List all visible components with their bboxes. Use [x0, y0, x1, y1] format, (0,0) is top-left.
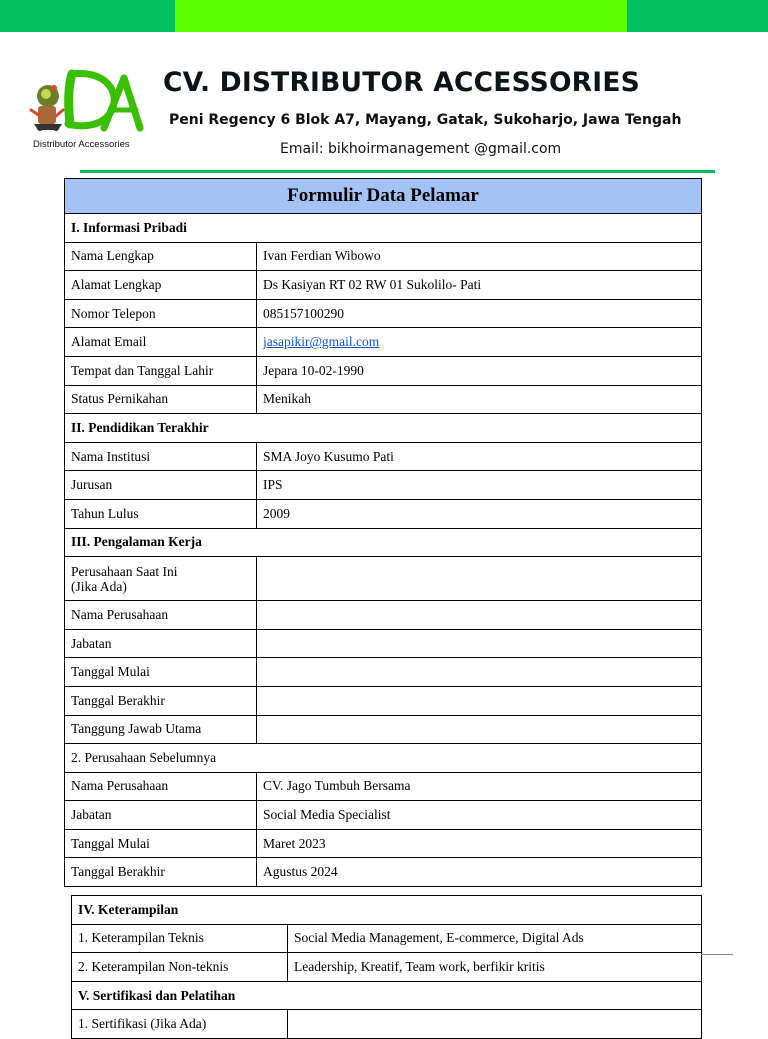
skills-table — [71, 895, 702, 1039]
field-label: Tahun Lulus — [65, 499, 257, 528]
section-heading-education: II. Pendidikan Terakhir — [65, 414, 702, 443]
header-divider — [80, 170, 715, 173]
table-row — [65, 772, 702, 801]
email-link[interactable]: jasapikir@gmail.com — [263, 334, 380, 350]
field-label: Jurusan — [65, 471, 257, 500]
top-color-bar-center — [175, 0, 627, 32]
table-row — [65, 601, 702, 630]
field-label: Nama Perusahaan — [65, 772, 257, 801]
form-title: Formulir Data Pelamar — [65, 179, 702, 214]
field-value — [257, 686, 702, 715]
current-company-label: Perusahaan Saat Ini — [71, 563, 178, 579]
field-value: Jepara 10-02-1990 — [257, 356, 702, 385]
field-value: Ivan Ferdian Wibowo — [257, 242, 702, 271]
table-row — [65, 385, 702, 414]
section-heading-certifications: V. Sertifikasi dan Pelatihan — [72, 981, 702, 1010]
field-label: Nomor Telepon — [65, 299, 257, 328]
field-label: Nama Institusi — [65, 442, 257, 471]
field-value — [257, 658, 702, 687]
field-label: Nama Perusahaan — [65, 601, 257, 630]
section-heading-experience: III. Pengalaman Kerja — [65, 528, 702, 557]
field-value: Agustus 2024 — [257, 858, 702, 887]
field-label: Tanggal Mulai — [65, 829, 257, 858]
field-label: Status Pernikahan — [65, 385, 257, 414]
field-value — [257, 557, 702, 601]
table-row — [65, 328, 702, 357]
field-value: Ds Kasiyan RT 02 RW 01 Sukolilo- Pati — [257, 271, 702, 300]
field-label: Jabatan — [65, 629, 257, 658]
field-value — [257, 328, 702, 357]
field-label: 2. Keterampilan Non-teknis — [72, 953, 288, 982]
table-row — [72, 924, 702, 953]
field-value: SMA Joyo Kusumo Pati — [257, 442, 702, 471]
field-value: Menikah — [257, 385, 702, 414]
top-color-bar — [0, 0, 768, 32]
company-email: Email: bikhoirmanagement @gmail.com — [280, 141, 562, 157]
field-label: Jabatan — [65, 801, 257, 830]
field-value — [257, 601, 702, 630]
field-label: Nama Lengkap — [65, 242, 257, 271]
table-row — [65, 629, 702, 658]
field-value: IPS — [257, 471, 702, 500]
table-row — [65, 686, 702, 715]
field-label: Tanggung Jawab Utama — [65, 715, 257, 744]
field-label: Tanggal Berakhir — [65, 858, 257, 887]
field-label: Tanggal Berakhir — [65, 686, 257, 715]
table-row — [65, 858, 702, 887]
logo-caption: Distributor Accessories — [33, 139, 130, 150]
table-row — [65, 442, 702, 471]
field-value: CV. Jago Tumbuh Bersama — [257, 772, 702, 801]
table-row — [65, 801, 702, 830]
field-value — [288, 1010, 702, 1039]
section-heading-personal: I. Informasi Pribadi — [65, 214, 702, 243]
table-row — [65, 299, 702, 328]
table-row — [65, 271, 702, 300]
field-value — [257, 715, 702, 744]
table-row — [65, 471, 702, 500]
table-row — [65, 242, 702, 271]
field-value: Social Media Management, E-commerce, Digital Ads — [288, 924, 702, 953]
margin-line — [701, 954, 733, 955]
field-label: Alamat Lengkap — [65, 271, 257, 300]
section-heading-skills: IV. Keterampilan — [72, 896, 702, 925]
field-label: 1. Sertifikasi (Jika Ada) — [72, 1010, 288, 1039]
field-value — [257, 629, 702, 658]
table-row — [65, 499, 702, 528]
current-company-note: (Jika Ada) — [71, 578, 127, 594]
field-label: Tanggal Mulai — [65, 658, 257, 687]
table-row — [65, 715, 702, 744]
field-value: 085157100290 — [257, 299, 702, 328]
field-value: Maret 2023 — [257, 829, 702, 858]
table-row — [65, 658, 702, 687]
field-label: 1. Keterampilan Teknis — [72, 924, 288, 953]
field-value: Social Media Specialist — [257, 801, 702, 830]
table-row — [65, 829, 702, 858]
table-row — [65, 356, 702, 385]
field-label: Alamat Email — [65, 328, 257, 357]
applicant-form-table — [64, 178, 702, 887]
table-row — [72, 1010, 702, 1039]
field-label: Tempat dan Tanggal Lahir — [65, 356, 257, 385]
field-value: 2009 — [257, 499, 702, 528]
company-address: Peni Regency 6 Blok A7, Mayang, Gatak, Sukoharjo, Jawa Tengah — [169, 112, 682, 128]
company-name: CV. DISTRIBUTOR ACCESSORIES — [163, 67, 640, 98]
table-row — [65, 557, 702, 601]
field-label — [65, 557, 257, 601]
table-row — [72, 953, 702, 982]
previous-company-heading: 2. Perusahaan Sebelumnya — [65, 744, 702, 773]
field-value: Leadership, Kreatif, Team work, berfikir kritis — [288, 953, 702, 982]
